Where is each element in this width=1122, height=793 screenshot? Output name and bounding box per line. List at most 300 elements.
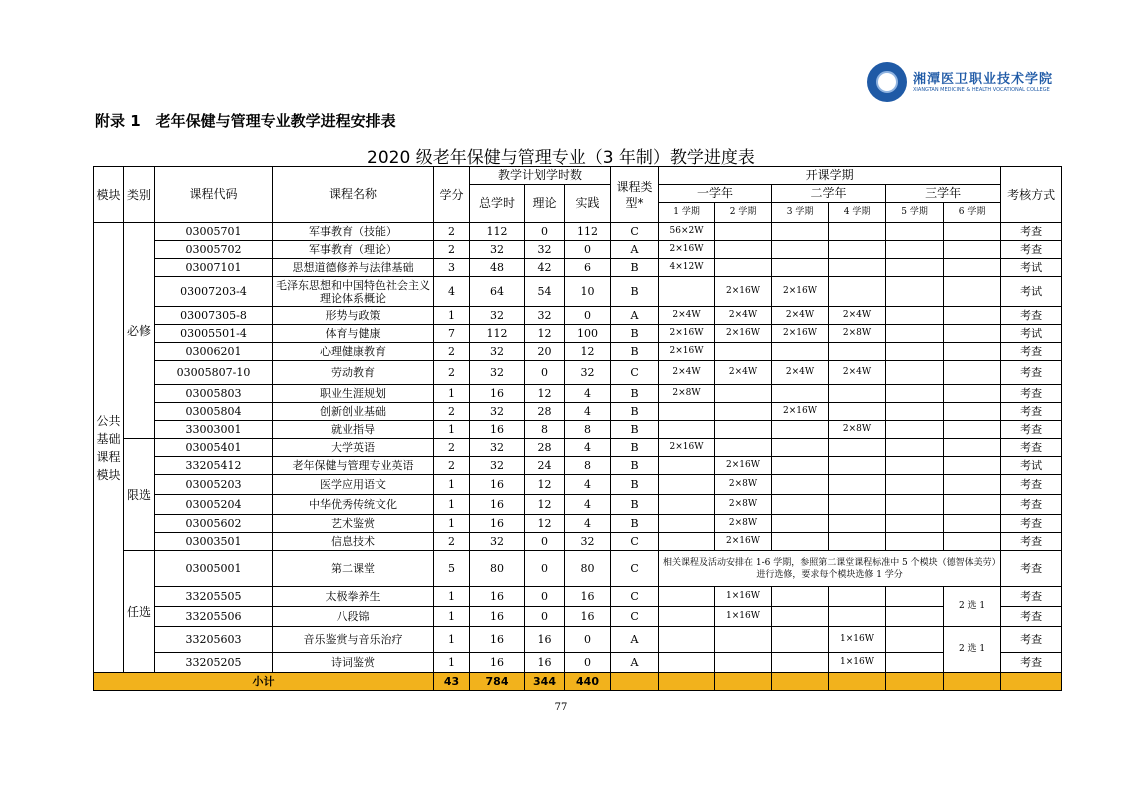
course-practice-hours: 4 [565,385,611,403]
course-practice-hours: 12 [565,343,611,361]
semester-5-cell [886,475,944,495]
course-practice-hours: 4 [565,403,611,421]
semester-6-cell [944,533,1001,551]
course-practice-hours: 8 [565,421,611,439]
course-name: 就业指导 [273,421,434,439]
semester-3-cell: 2×16W [772,277,829,307]
course-type: B [611,343,659,361]
semester-5-cell [886,587,944,607]
subtotal-theory-hours: 344 [525,673,565,691]
course-credit: 2 [434,343,470,361]
table-title: 2020 级老年保健与管理专业（3 年制）教学进度表 [367,148,755,168]
course-exam: 考查 [1001,551,1062,587]
table-row [94,475,1062,495]
course-code: 03003501 [155,533,273,551]
course-type: A [611,653,659,673]
semester-6-cell [944,343,1001,361]
college-name-en: XIANGTAN MEDICINE & HEALTH VOCATIONAL COLLEGE [913,87,1050,93]
semester-5-cell [886,421,944,439]
semester-4-cell [829,587,886,607]
course-practice-hours: 4 [565,495,611,515]
semester-5-cell [886,607,944,627]
course-name: 毛泽东思想和中国特色社会主义理论体系概论 [273,277,434,307]
semester-5-cell [886,223,944,241]
semester-1-cell [659,515,715,533]
course-type: A [611,307,659,325]
table-row [94,385,1062,403]
semester-3-cell [772,439,829,457]
course-theory-hours: 28 [525,439,565,457]
course-practice-hours: 0 [565,241,611,259]
semester-2-cell: 2×16W [715,325,772,343]
semester-2-cell: 1×16W [715,587,772,607]
course-name: 军事教育（理论） [273,241,434,259]
semester-2-cell: 2×4W [715,307,772,325]
semester-2-cell [715,403,772,421]
second-classroom-note: 相关课程及活动安排在 1-6 学期，参照第二课堂课程标准中 5 个模块（德智体美劳）进行选修，要求每个模块选修 1 学分 [659,551,1001,587]
course-code: 03007203-4 [155,277,273,307]
semester-4-cell [829,457,886,475]
semester-2-cell: 2×16W [715,277,772,307]
semester-4-cell: 2×8W [829,325,886,343]
course-code: 03005803 [155,385,273,403]
table-row [94,533,1062,551]
table-row [94,421,1062,439]
semester-3-cell [772,607,829,627]
semester-2-cell [715,241,772,259]
course-credit: 1 [434,495,470,515]
semester-1-cell [659,421,715,439]
course-code: 33205205 [155,653,273,673]
course-total-hours: 48 [470,259,525,277]
course-exam: 考查 [1001,421,1062,439]
semester-5-cell [886,361,944,385]
semester-6-cell [944,439,1001,457]
semester-1-cell [659,403,715,421]
course-credit: 1 [434,627,470,653]
semester-4-cell [829,533,886,551]
course-exam: 考查 [1001,653,1062,673]
subtotal-empty-cell [829,673,886,691]
semester-5-cell [886,259,944,277]
semester-6-cell [944,495,1001,515]
course-credit: 2 [434,439,470,457]
page-number: 77 [554,702,568,713]
course-type: C [611,587,659,607]
course-practice-hours: 32 [565,361,611,385]
course-theory-hours: 54 [525,277,565,307]
semester-4-cell [829,223,886,241]
course-theory-hours: 0 [525,533,565,551]
semester-3-cell [772,475,829,495]
header-year3: 三学年 [886,185,1001,203]
semester-6-cell [944,361,1001,385]
course-total-hours: 16 [470,607,525,627]
table-row [94,457,1062,475]
course-credit: 1 [434,475,470,495]
course-type: B [611,259,659,277]
course-exam: 考查 [1001,475,1062,495]
course-type: B [611,439,659,457]
table-row [94,361,1062,385]
course-exam: 考试 [1001,325,1062,343]
course-name: 大学英语 [273,439,434,457]
semester-6-cell [944,241,1001,259]
table-row [94,607,1062,627]
course-credit: 2 [434,457,470,475]
semester-3-cell [772,241,829,259]
semester-2-cell [715,259,772,277]
course-type: B [611,385,659,403]
course-name: 太极拳养生 [273,587,434,607]
course-theory-hours: 0 [525,607,565,627]
course-type: B [611,457,659,475]
course-name: 中华优秀传统文化 [273,495,434,515]
semester-5-cell [886,439,944,457]
semester-1-cell: 2×16W [659,325,715,343]
category-elective: 任选 [124,551,155,673]
course-total-hours: 16 [470,385,525,403]
semester-3-cell: 2×16W [772,325,829,343]
course-theory-hours: 0 [525,223,565,241]
header-total-hours: 总学时 [470,185,525,223]
course-theory-hours: 20 [525,343,565,361]
course-name: 创新创业基础 [273,403,434,421]
course-theory-hours: 42 [525,259,565,277]
subtotal-empty-cell [1001,673,1062,691]
semester-4-cell: 2×4W [829,307,886,325]
semester-3-cell: 2×4W [772,361,829,385]
semester-1-cell [659,277,715,307]
semester-3-cell [772,385,829,403]
semester-1-cell: 2×4W [659,361,715,385]
semester-6-cell [944,421,1001,439]
semester-2-cell [715,627,772,653]
choose-one-note: 2 选 1 [944,587,1001,627]
semester-5-cell [886,495,944,515]
course-exam: 考查 [1001,533,1062,551]
semester-6-cell [944,259,1001,277]
table-row [94,551,1062,587]
course-exam: 考查 [1001,439,1062,457]
semester-4-cell [829,439,886,457]
subtotal-practice-hours: 440 [565,673,611,691]
course-theory-hours: 32 [525,307,565,325]
course-practice-hours: 32 [565,533,611,551]
course-type: B [611,495,659,515]
semester-5-cell [886,457,944,475]
course-type: B [611,325,659,343]
semester-6-cell [944,403,1001,421]
semester-4-cell [829,607,886,627]
course-theory-hours: 16 [525,627,565,653]
course-total-hours: 16 [470,495,525,515]
semester-3-cell [772,223,829,241]
semester-4-cell [829,475,886,495]
course-total-hours: 16 [470,587,525,607]
course-theory-hours: 0 [525,587,565,607]
course-practice-hours: 4 [565,515,611,533]
course-credit: 3 [434,259,470,277]
course-total-hours: 32 [470,343,525,361]
semester-1-cell [659,533,715,551]
course-credit: 5 [434,551,470,587]
course-code: 03007305-8 [155,307,273,325]
choose-one-note: 2 选 1 [944,627,1001,673]
table-row [94,307,1062,325]
semester-3-cell [772,653,829,673]
header-semester-4: 4 学期 [829,203,886,223]
course-total-hours: 32 [470,457,525,475]
course-total-hours: 32 [470,241,525,259]
table-row [94,325,1062,343]
course-exam: 考查 [1001,403,1062,421]
course-practice-hours: 8 [565,457,611,475]
college-name-cn: 湘潭医卫职业技术学院 [913,72,1054,87]
course-credit: 1 [434,421,470,439]
subtotal-empty-cell [611,673,659,691]
course-exam: 考查 [1001,223,1062,241]
semester-4-cell [829,343,886,361]
semester-3-cell [772,533,829,551]
course-practice-hours: 10 [565,277,611,307]
course-practice-hours: 112 [565,223,611,241]
header-code: 课程代码 [155,167,273,223]
semester-2-cell: 2×8W [715,515,772,533]
course-practice-hours: 0 [565,627,611,653]
semester-4-cell: 2×4W [829,361,886,385]
course-total-hours: 32 [470,307,525,325]
course-practice-hours: 4 [565,475,611,495]
course-exam: 考查 [1001,343,1062,361]
course-code: 03005807-10 [155,361,273,385]
semester-2-cell [715,223,772,241]
course-type: C [611,551,659,587]
course-credit: 2 [434,241,470,259]
course-total-hours: 32 [470,533,525,551]
course-name: 诗词鉴赏 [273,653,434,673]
course-code: 03005702 [155,241,273,259]
course-theory-hours: 28 [525,403,565,421]
semester-1-cell [659,475,715,495]
course-type: C [611,361,659,385]
semester-1-cell [659,653,715,673]
subtotal-total-hours: 784 [470,673,525,691]
subtotal-empty-cell [944,673,1001,691]
module-label: 公共基础课程模块 [94,223,124,673]
table-row [94,343,1062,361]
semester-5-cell [886,277,944,307]
semester-3-cell [772,259,829,277]
header-module: 模块 [94,167,124,223]
semester-2-cell: 2×4W [715,361,772,385]
course-type: B [611,475,659,495]
course-name: 职业生涯规划 [273,385,434,403]
course-practice-hours: 100 [565,325,611,343]
course-total-hours: 16 [470,421,525,439]
semester-3-cell [772,421,829,439]
schedule-table [93,166,1062,691]
semester-5-cell [886,627,944,653]
course-practice-hours: 80 [565,551,611,587]
course-type: B [611,403,659,421]
semester-3-cell: 2×4W [772,307,829,325]
course-code: 03007101 [155,259,273,277]
course-name: 八段锦 [273,607,434,627]
header-hours-group: 教学计划学时数 [470,167,611,185]
semester-1-cell [659,607,715,627]
header-semester-6: 6 学期 [944,203,1001,223]
subtotal-row [94,673,1062,691]
course-code: 03005501-4 [155,325,273,343]
course-type: C [611,533,659,551]
header-credit: 学分 [434,167,470,223]
semester-1-cell: 56×2W [659,223,715,241]
subtotal-empty-cell [659,673,715,691]
college-logo [867,62,1054,104]
header-year2: 二学年 [772,185,886,203]
course-name: 医学应用语文 [273,475,434,495]
course-theory-hours: 16 [525,653,565,673]
course-practice-hours: 16 [565,607,611,627]
course-credit: 2 [434,361,470,385]
appendix-title: 附录 1 老年保健与管理专业教学进程安排表 [95,112,396,130]
course-exam: 考查 [1001,241,1062,259]
course-code: 03005001 [155,551,273,587]
course-theory-hours: 12 [525,385,565,403]
course-credit: 1 [434,653,470,673]
course-code: 03005701 [155,223,273,241]
course-name: 劳动教育 [273,361,434,385]
course-name: 音乐鉴赏与音乐治疗 [273,627,434,653]
course-exam: 考查 [1001,607,1062,627]
semester-1-cell [659,495,715,515]
course-exam: 考试 [1001,277,1062,307]
course-type: B [611,277,659,307]
semester-6-cell [944,515,1001,533]
course-name: 第二课堂 [273,551,434,587]
course-total-hours: 32 [470,403,525,421]
course-theory-hours: 12 [525,495,565,515]
table-row [94,627,1062,653]
table-row [94,277,1062,307]
course-exam: 考查 [1001,495,1062,515]
header-type: 课程类型* [611,167,659,223]
course-total-hours: 16 [470,475,525,495]
table-row [94,223,1062,241]
semester-5-cell [886,385,944,403]
semester-1-cell [659,587,715,607]
semester-3-cell [772,515,829,533]
semester-2-cell: 2×8W [715,495,772,515]
subtotal-label: 小计 [94,673,434,691]
course-credit: 7 [434,325,470,343]
course-code: 33003001 [155,421,273,439]
header-semester-5: 5 学期 [886,203,944,223]
semester-2-cell [715,439,772,457]
semester-4-cell: 2×8W [829,421,886,439]
semester-2-cell [715,385,772,403]
course-name: 体育与健康 [273,325,434,343]
course-total-hours: 32 [470,361,525,385]
semester-1-cell: 2×4W [659,307,715,325]
category-required: 必修 [124,223,155,439]
subtotal-empty-cell [715,673,772,691]
semester-4-cell [829,495,886,515]
subtotal-credit: 43 [434,673,470,691]
semester-5-cell [886,325,944,343]
course-credit: 2 [434,403,470,421]
course-name: 老年保健与管理专业英语 [273,457,434,475]
course-total-hours: 64 [470,277,525,307]
semester-6-cell [944,223,1001,241]
course-code: 03005804 [155,403,273,421]
category-limited: 限选 [124,439,155,551]
semester-4-cell [829,515,886,533]
course-theory-hours: 0 [525,361,565,385]
course-exam: 考查 [1001,587,1062,607]
course-code: 33205506 [155,607,273,627]
course-theory-hours: 8 [525,421,565,439]
header-theory: 理论 [525,185,565,223]
semester-3-cell [772,587,829,607]
course-exam: 考查 [1001,627,1062,653]
course-total-hours: 16 [470,653,525,673]
semester-2-cell: 1×16W [715,607,772,627]
course-name: 艺术鉴赏 [273,515,434,533]
table-row [94,515,1062,533]
course-type: C [611,223,659,241]
semester-1-cell: 2×16W [659,343,715,361]
course-practice-hours: 6 [565,259,611,277]
course-code: 03005204 [155,495,273,515]
semester-5-cell [886,533,944,551]
semester-6-cell [944,325,1001,343]
course-name: 信息技术 [273,533,434,551]
semester-6-cell [944,475,1001,495]
course-code: 03005401 [155,439,273,457]
course-credit: 1 [434,307,470,325]
table-row [94,587,1062,607]
semester-5-cell [886,343,944,361]
course-total-hours: 16 [470,627,525,653]
table-row [94,241,1062,259]
header-semester-1: 1 学期 [659,203,715,223]
semester-2-cell: 2×16W [715,533,772,551]
course-type: A [611,627,659,653]
header-practice: 实践 [565,185,611,223]
course-total-hours: 16 [470,515,525,533]
course-name: 思想道德修养与法律基础 [273,259,434,277]
course-practice-hours: 4 [565,439,611,457]
semester-2-cell [715,653,772,673]
semester-1-cell: 2×8W [659,385,715,403]
course-code: 03005203 [155,475,273,495]
course-exam: 考查 [1001,361,1062,385]
header-category: 类别 [124,167,155,223]
table-row [94,653,1062,673]
course-exam: 考试 [1001,457,1062,475]
course-theory-hours: 12 [525,475,565,495]
semester-2-cell [715,343,772,361]
course-type: A [611,241,659,259]
semester-5-cell [886,307,944,325]
course-name: 心理健康教育 [273,343,434,361]
semester-2-cell [715,421,772,439]
header-semester-3: 3 学期 [772,203,829,223]
course-exam: 考查 [1001,307,1062,325]
college-emblem-icon [867,62,907,102]
